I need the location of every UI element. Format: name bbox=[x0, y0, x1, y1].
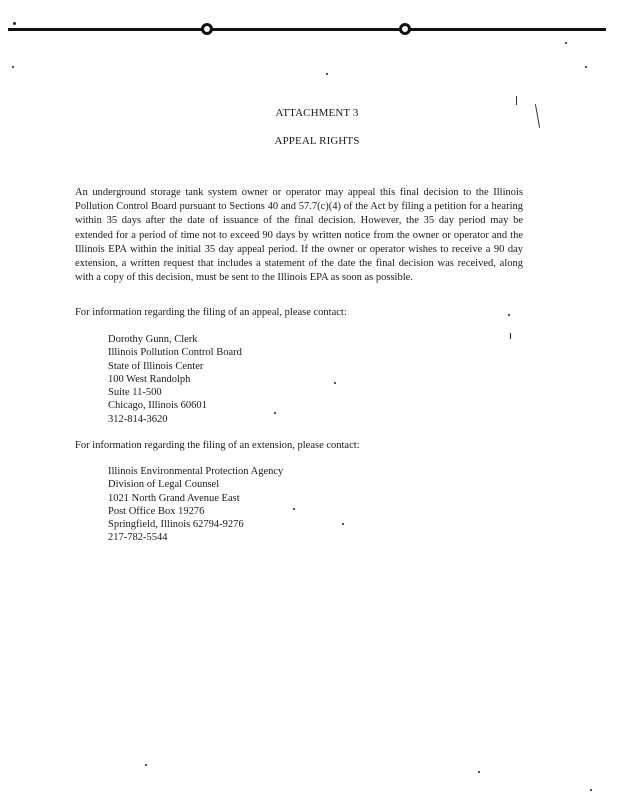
scan-speck bbox=[590, 789, 592, 791]
extension-contact-intro: For information regarding the filing of an extension, please contact: bbox=[75, 440, 360, 451]
scan-speck bbox=[13, 22, 16, 25]
scan-speck bbox=[293, 508, 295, 510]
scan-speck bbox=[12, 66, 14, 68]
scan-speck bbox=[478, 771, 480, 773]
address-line: Division of Legal Counsel bbox=[108, 479, 220, 491]
attachment-title: ATTACHMENT 3 bbox=[275, 107, 359, 119]
address-line: 312-814-3620 bbox=[108, 413, 168, 425]
address-line: Illinois Environmental Protection Agency bbox=[108, 466, 284, 477]
address-line: 1021 North Grand Avenue East bbox=[108, 492, 240, 504]
scan-speck bbox=[334, 382, 336, 384]
scan-speck bbox=[585, 66, 587, 68]
board-address-block bbox=[108, 333, 242, 426]
scan-speck bbox=[342, 523, 344, 525]
section-title: APPEAL RIGHTS bbox=[274, 135, 360, 147]
address-line: State of Illinois Center bbox=[108, 360, 204, 372]
address-line: 217-782-5544 bbox=[108, 532, 168, 544]
scan-speck bbox=[326, 73, 328, 75]
scan-speck bbox=[565, 42, 567, 44]
address-line: Dorothy Gunn, Clerk bbox=[108, 334, 198, 345]
scan-mark bbox=[516, 96, 517, 105]
address-line: Springfield, Illinois 62794-9276 bbox=[108, 519, 244, 531]
scan-speck bbox=[145, 764, 147, 766]
address-line: Illinois Pollution Control Board bbox=[108, 347, 242, 359]
appeal-rights-paragraph: An underground storage tank system owner or operator may appeal this final decision to the Illinois Pollution Control Board pursuant to Sections 40 and 57.7(c)(4) of the Act by filing a petition for a hearing within 35 days after the date of issuance of the final decision. However, the 35 day period may be extended for a period of time not to exceed 90 days by written notice from the owner or operator and the Illinois EPA within the initial 35 day appeal period. If the owner or operator wishes to receive a 90 day extension, a written request that includes a statement of the date the final decision was received, along with a copy of this decision, must be sent to the Illinois EPA as soon as possible. bbox=[75, 187, 523, 284]
appeal-contact-intro: For information regarding the filing of an appeal, please contact: bbox=[75, 307, 347, 318]
punch-hole-left bbox=[201, 23, 213, 35]
address-line: 100 West Randolph bbox=[108, 373, 191, 385]
agency-address-block bbox=[108, 465, 283, 545]
scan-speck bbox=[508, 314, 510, 316]
address-line: Suite 11-500 bbox=[108, 387, 162, 399]
punch-hole-right bbox=[399, 23, 411, 35]
address-line: Chicago, Illinois 60601 bbox=[108, 400, 207, 412]
scan-border-line bbox=[8, 28, 606, 31]
address-line: Post Office Box 19276 bbox=[108, 505, 205, 517]
scan-speck bbox=[274, 412, 276, 414]
scan-speck bbox=[510, 333, 511, 339]
